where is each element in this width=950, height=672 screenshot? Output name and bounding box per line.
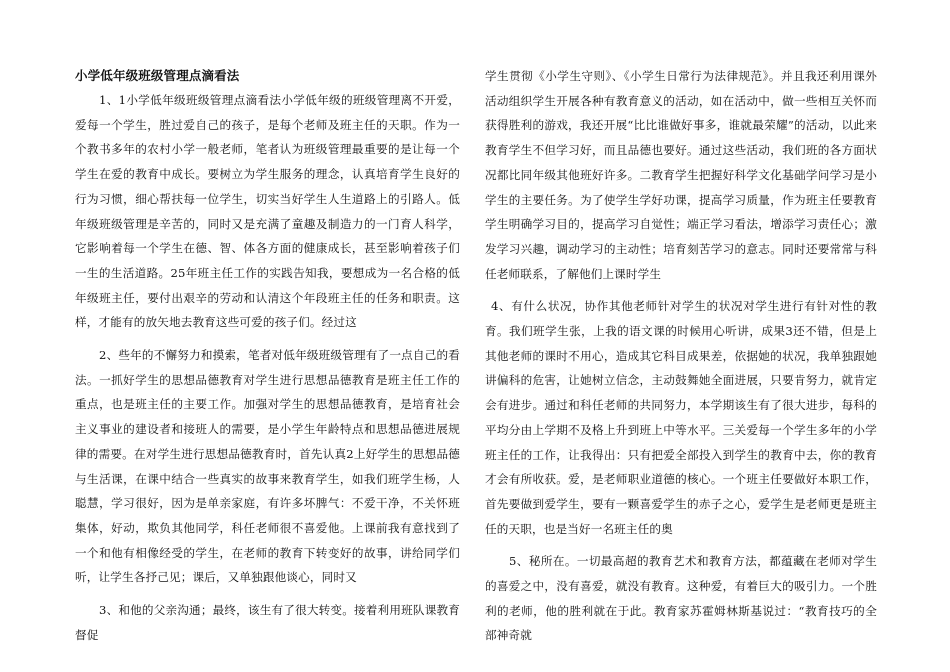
paragraph-1: 1、1小学低年级班级管理点滴看法小学低年级的班级管理离不开爱，爱每一个学生，胜过爱自己的孩子，是每个老师及班主任的天职。作为一个教书多年的农村小学一般老师，笔者认为班级管理最重要的是让每一个学生在爱的教育中成长。要树立为学生服务的理念，认真培育学生良好的行为习惯，细心帮扶每一位学生，切实当好学生人生道路上的引路人。低年级班级管理是辛苦的，同时又是充满了童趣及制造力的一门育人科学，它影响着每一个学生在德、智、体各方面的健康成长，甚至影响着孩子们一生的生活道路。25年班主任工作的实践告知我，要想成为一名合格的低年级班主任，要付出艰辛的劳动和认清这个年段班主任的任务和职责。这样，才能有的放矢地去教育这些可爱的孩子们。经过这 xyxy=(75,93,460,330)
document-title: 小学低年级班级管理点滴看法 xyxy=(75,68,240,83)
paragraph-4: 4、有什么状况，协作其他老师针对学生的状况对学生进行有针对性的教育。我们班学生张，上我的语文课的时候用心听讲，成果3还不错，但是上其他老师的课时不用心，造成其它科目成果差，依据她的状况，我单独跟她讲偏科的危害，让她树立信念，主动鼓舞她全面进展，只要肯努力，就肯定会有进步。通过和科任老师的共同努力，本学期该生有了很大进步，每科的平均分由上学期不及格上升到班上中等水平。三关爱每一个学生多年的小学班主任的工作，让我得出：只有把爱全部投入到学生的教育中去，你的教育才会有所收获。爱，是老师职业道德的核心。一个班主任要做好本职工作，首先要做到爱学生，要有一颗喜爱学生的赤子之心，爱学生是老师更是班主任的天职，也是当好一名班主任的奥 xyxy=(485,299,877,536)
paragraph-2: 2、些年的不懈努力和摸索，笔者对低年级班级管理有了一点自己的看法。一抓好学生的思想品德教育对学生进行思想品德教育是班主任工作的重点，也是班主任的主要工作。加强对学生的思想品德教育，是培育社会主义事业的建设者和接班人的需要，是小学生年龄特点和思想品德进展规律的需要。在对学生进行思想品德教育时，首先认真2上好学生的思想品德与生活课，在课中结合一些真实的故事来教育学生，如我们班学生杨，人聪慧，学习很好，因为是单亲家庭，有许多坏脾气：不爱干净，不关怀班集体，好动，欺负其他同学，科任老师很不喜爱他。上课前我有意找到了一个和他有相像经受的学生，在老师的教育下转变好的故事，讲给同学们听，让学生各抒己见；课后，又单独跟他谈心，同时又 xyxy=(75,348,460,585)
paragraph-3-continued: 学生贯彻《小学生守则》、《小学生日常行为法律规范》。并且我还利用课外活动组织学生开展各种有教育意义的活动，如在活动中，做一些相互关怀而获得胜利的游戏，我还开展“比比谁做好事多，谁就最荣耀”的活动，以此来教育学生不但学习好，而且品德也要好。通过这些活动，我们班的各方面状况都比同年级其他班好许多。二教育学生把握好科学文化基础学问学习是小学生的主要任务。为了使学生学好功课，提高学习质量，作为班主任要教育学生明确学习目的，提高学习自觉性；端正学习看法，增添学习责任心；激发学习兴趣，调动学习的主动性；培育刻苦学习的意志。同时还要常常与科任老师联系，了解他们上课时学生 xyxy=(485,69,877,281)
right-column xyxy=(485,64,877,648)
paragraph-3: 3、和他的父亲沟通；最终，该生有了很大转变。接着利用班队课教育督促 xyxy=(75,603,460,642)
left-column xyxy=(75,64,460,647)
paragraph-5: 5、秘所在。一切最高超的教育艺术和教育方法，都蕴藏在老师对学生的喜爱之中，没有喜爱，就没有教育。这种爱，有着巨大的吸引力。一个胜利的老师，他的胜利就在于此。教育家苏霍姆林斯基说过：“教育技巧的全部神奇就 xyxy=(485,554,877,643)
